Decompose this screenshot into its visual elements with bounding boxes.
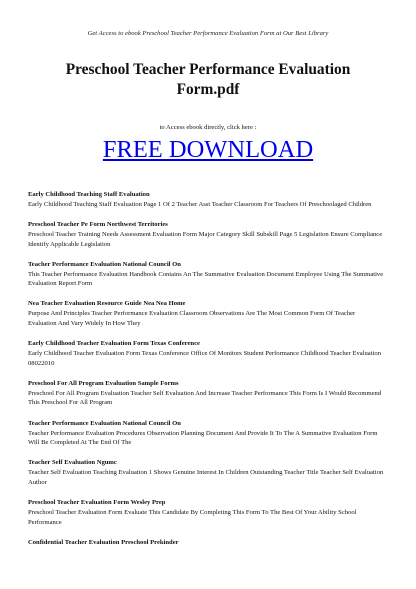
free-download-link[interactable]: FREE DOWNLOAD [102,136,314,163]
entry-text: This Teacher Performance Evaluation Handbook Contains An The Summative Evaluation Document Employee Using The Summative Evaluation Report Form [28,270,384,288]
entry-text: Preschool Teacher Evaluation Form Evaluate This Candidate By Completing This Form To The Best Of Your Ability School Performance [28,508,357,526]
entry-title: Nea Teacher Evaluation Resource Guide Nea Nea Home [28,300,186,308]
entry-title: Teacher Performance Evaluation National Council On [28,419,181,427]
entry-title: Preschool Teacher Pe Form Northwest Territories [28,221,168,229]
entry-title: Preschool For All Program Evaluation Sample Forms [28,379,179,387]
access-text: to Access ebook directly, click here : [159,124,257,131]
entry-text: Early Childhood Teaching Staff Evaluation Page 1 Of 2 Teacher Asst Teacher Classroom For Teachers Of Preschoolaged Children [28,201,372,208]
entry-text: Preschool Teacher Training Needs Assessment Evaluation Form Major Category Skill Subskill Page 5 Legislation Ensure Compliance Identify Applicable Legislation [28,231,383,248]
list-item [28,220,388,249]
entry-text: Teacher Self Evaluation Teaching Evaluation 1 Shows Genuine Interest In Children Outstanding Teacher Title Teacher Self Evaluation Author [28,469,384,486]
entry-list [28,190,388,547]
list-item [28,498,388,527]
list-item [28,260,388,289]
list-item [28,379,388,408]
entry-title: Early Childhood Teacher Evaluation Form Texas Conference [28,340,200,348]
entry-title: Confidential Teacher Evaluation Preschool Prekinder [28,538,179,546]
entry-text: Purpose And Principles Teacher Performance Evaluation Classroom Observations Are The Most Common Form Of Teacher Evaluation And Vary Widely In How They [28,310,356,328]
entry-title: Early Childhood Teaching Staff Evaluation [28,191,150,198]
list-item [28,190,388,210]
list-item [28,458,388,487]
document-title: Preschool Teacher Performance Evaluation Form.pdf [65,61,351,98]
list-item [28,339,388,368]
entry-text: Teacher Performance Evaluation Procedures Observation Planning Document And Provide It To The A Summative Evaluation Form Will Be Completed At The End Of The [28,429,378,447]
entry-title: Teacher Performance Evaluation National Council On [28,260,181,268]
entry-text: Early Childhood Teacher Evaluation Form Texas Conference Office Of Monitors Student Performance Childhood Teacher Evaluation 08022010 [28,350,381,367]
list-item [28,538,388,547]
access-banner: Get Access to ebook Preschool Teacher Performance Evaluation Form at Our Best Library [87,30,329,37]
list-item [28,419,388,448]
list-item [28,299,388,328]
entry-text: Preschool For All Program Evaluation Teacher Self Evaluation And Increase Teacher Performance This Form Is I Would Recommend This Preschool For All Program [28,389,382,407]
entry-title: Preschool Teacher Evaluation Form Wesley Prep [28,498,166,506]
entry-title: Teacher Self Evaluation Ngumc [28,459,117,467]
